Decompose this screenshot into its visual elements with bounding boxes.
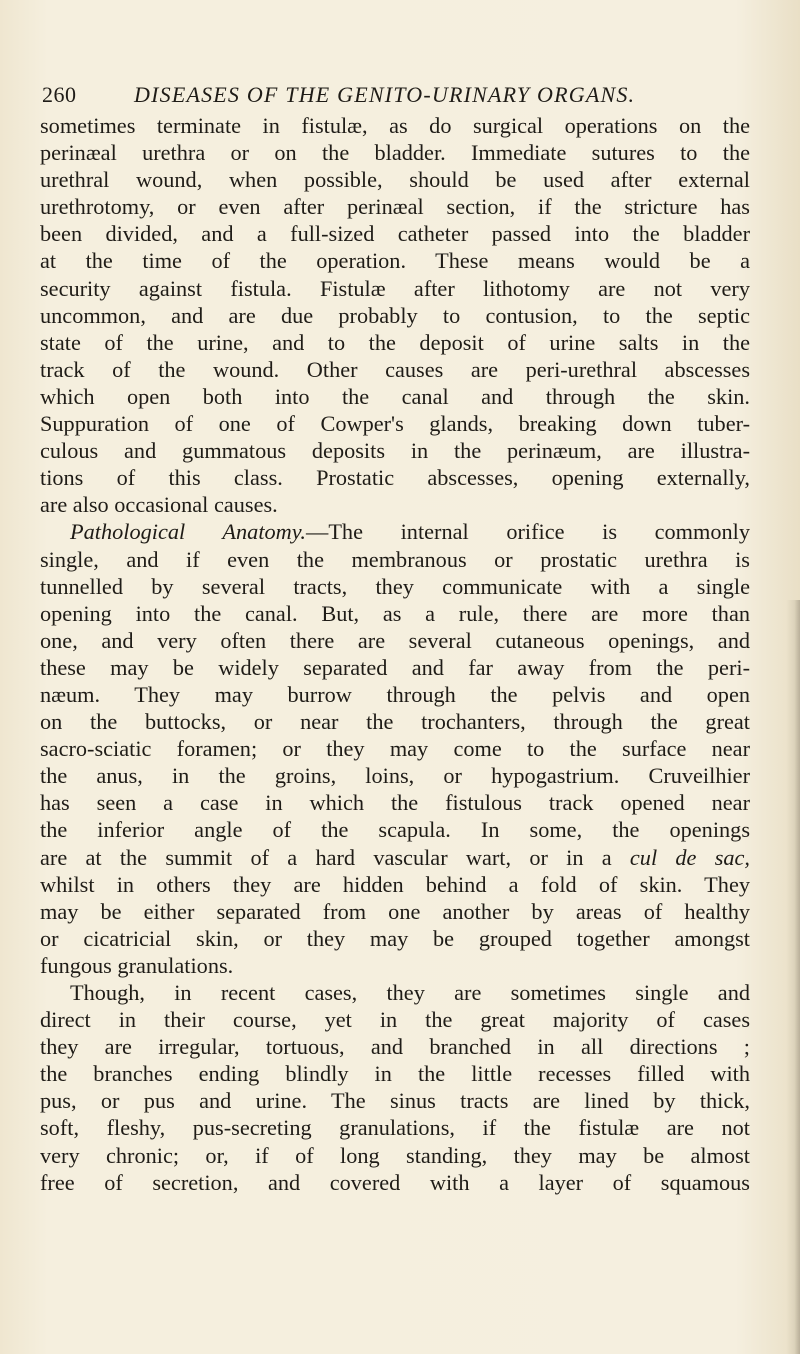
text-line: culous and gummatous deposits in the perinæum, are illustra-	[40, 438, 750, 464]
text-line: the anus, in the groins, loins, or hypogastrium. Cruveilhier	[40, 763, 750, 789]
text-line: been divided, and a full-sized catheter passed into the bladder	[40, 221, 750, 247]
text-line: one, and very often there are several cutaneous openings, and	[40, 627, 750, 653]
text-line: næum. They may burrow through the pelvis and open	[40, 681, 750, 707]
paragraph-1	[40, 112, 750, 518]
text-line: state of the urine, and to the deposit of urine salts in the	[40, 329, 750, 355]
text-line: fungous granulations.	[40, 952, 234, 978]
text-line: the inferior angle of the scapula. In some, the openings	[40, 817, 750, 843]
text-line: single, and if even the membranous or prostatic urethra is	[40, 546, 750, 572]
text-line: Though, in recent cases, they are sometimes single and	[70, 980, 750, 1005]
text-line: free of secretion, and covered with a layer of squamous	[40, 1169, 750, 1195]
text-line: sacro-sciatic foramen; or they may come to the surface near	[40, 736, 750, 762]
paragraph-3	[40, 979, 750, 1196]
text-line	[40, 518, 750, 545]
text-line: tions of this class. Prostatic abscesses, opening externally,	[40, 465, 750, 491]
paragraph-2	[40, 518, 750, 979]
running-head-title: DISEASES OF THE GENITO-URINARY ORGANS.	[134, 82, 636, 107]
text-line: security against fistula. Fistulæ after lithotomy are not very	[40, 275, 750, 301]
text-line	[40, 844, 750, 871]
text-line: on the buttocks, or near the trochanters, through the great	[40, 709, 750, 735]
text-line: tunnelled by several tracts, they communicate with a single	[40, 573, 750, 599]
text-line: very chronic; or, if of long standing, they may be almost	[40, 1142, 750, 1168]
text-line: are also occasional causes.	[40, 492, 278, 518]
line-text: are at the summit of a hard vascular wart, or in a	[40, 844, 630, 870]
text-line: may be either separated from one another by areas of healthy	[40, 898, 750, 924]
text-line: soft, fleshy, pus-secreting granulations, if the fistulæ are not	[40, 1115, 750, 1141]
heading-line-text: —The internal orifice is commonly	[306, 519, 750, 545]
text-line: urethral wound, when possible, should be used after external	[40, 167, 750, 193]
text-line: uncommon, and are due probably to contusion, to the septic	[40, 302, 750, 328]
text-line: they are irregular, tortuous, and branched in all directions ;	[40, 1034, 750, 1060]
text-line: whilst in others they are hidden behind a fold of skin. They	[40, 871, 750, 897]
text-line: has seen a case in which the fistulous track opened near	[40, 790, 750, 816]
running-head	[42, 82, 762, 112]
text-line: sometimes terminate in fistulæ, as do surgical operations on the	[40, 113, 750, 138]
page-number: 260	[42, 82, 77, 107]
text-line: opening into the canal. But, as a rule, there are more than	[40, 600, 750, 626]
text-line: perinæal urethra or on the bladder. Immediate sutures to the	[40, 140, 750, 166]
text-line: Suppuration of one of Cowper's glands, breaking down tuber-	[40, 411, 750, 437]
text-line: track of the wound. Other causes are peri-urethral abscesses	[40, 356, 750, 382]
text-line: direct in their course, yet in the great majority of cases	[40, 1007, 750, 1033]
section-heading: Pathological Anatomy.	[70, 519, 307, 545]
text-line: or cicatricial skin, or they may be grouped together amongst	[40, 925, 750, 951]
text-line: which open both into the canal and through the skin.	[40, 383, 750, 409]
page-edge-shadow	[786, 600, 800, 1354]
text-line: pus, or pus and urine. The sinus tracts are lined by thick,	[40, 1088, 750, 1114]
italic-phrase: cul de sac,	[629, 844, 750, 870]
text-line: urethrotomy, or even after perinæal section, if the stricture has	[40, 194, 750, 220]
text-line: the branches ending blindly in the little recesses filled with	[40, 1061, 750, 1087]
text-line: at the time of the operation. These means would be a	[40, 248, 750, 274]
body-text	[40, 112, 750, 1196]
text-line: these may be widely separated and far away from the peri-	[40, 654, 750, 680]
